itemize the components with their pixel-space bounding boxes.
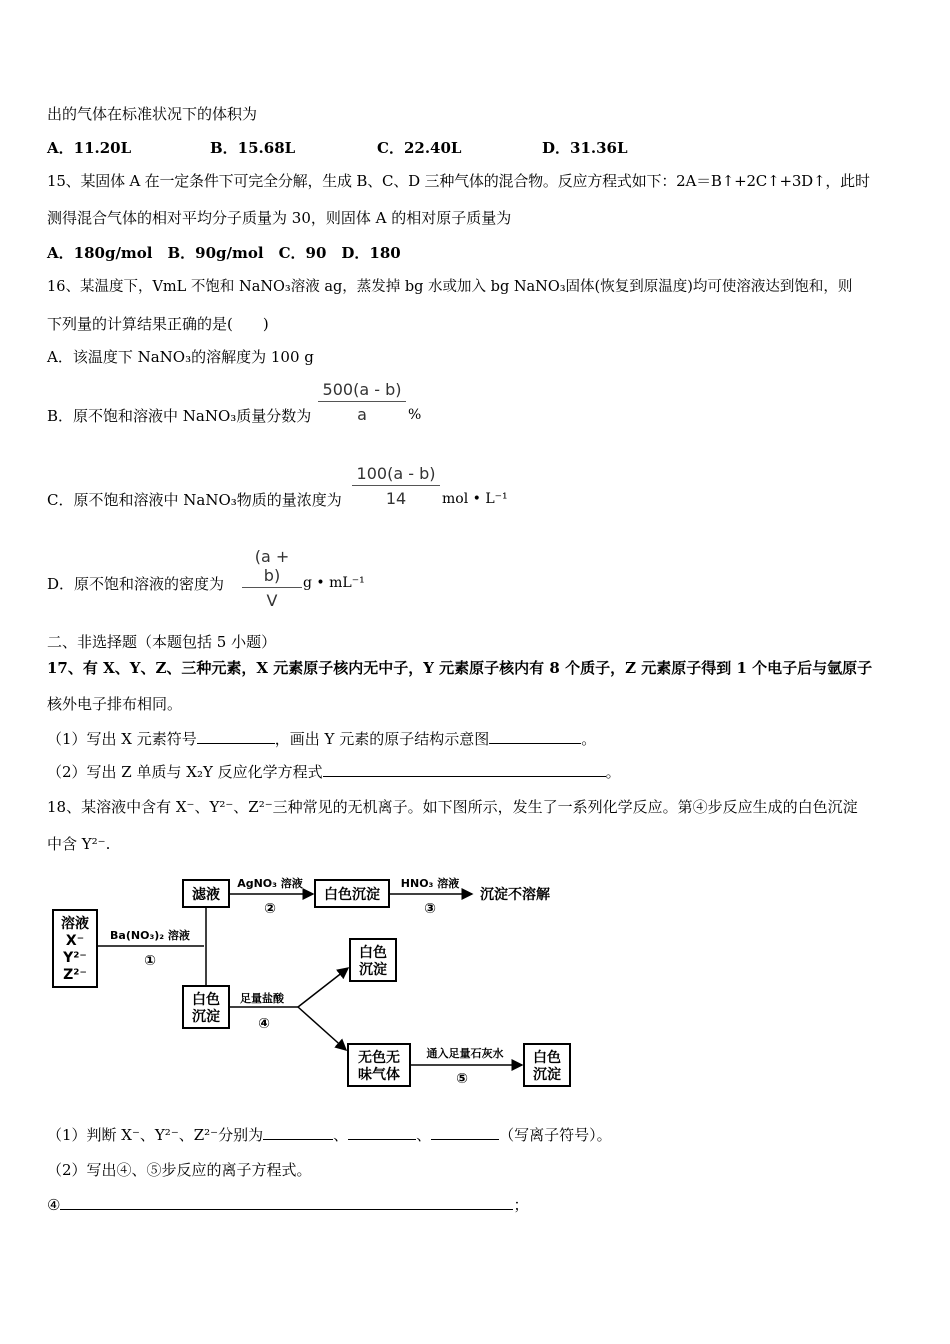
answer-blank[interactable] [348,1125,416,1140]
gas-line2: 味气体 [358,1067,400,1083]
separator: 、 [333,1126,349,1144]
q18-line1: 18、某溶液中含有 X⁻、Y²⁻、Z²⁻三种常见的无机离子。如下图所示，发生了一系列化学反应。第④步反应生成的白色沉淀 [47,798,858,816]
fraction-numerator: 100(a - b) [356,464,436,483]
ion-x-label: X⁻ [65,933,85,949]
separator: 、 [416,1126,432,1144]
q14-tail: 出的气体在标准状况下的体积为 [47,105,258,123]
q16-c-unit: mol • L⁻¹ [442,491,508,507]
q17-part1-text-a: （1）写出 X 元素符号 [47,730,197,748]
q16-d-fraction [242,547,302,610]
q18-part3 [47,1195,528,1215]
step5-reagent: 通入足量石灰水 [426,1047,504,1060]
white-precipitate-2-line2: 沉淀 [192,1009,220,1025]
q14-options [47,138,628,158]
q17-part2 [47,762,621,782]
q15-line2: 测得混合气体的相对平均分子质量为 30，则固体 A 的相对原子质量为 [47,209,512,227]
q14-option-b: B．15.68L [210,139,296,157]
section2-title: 二、非选择题（本题包括 5 小题） [47,633,277,651]
q18-part1 [47,1125,612,1145]
q15-line1: 15、某固体 A 在一定条件下可完全分解，生成 B、C、D 三种气体的混合物。反应方程式如下：2A＝B↑+2C↑+3D↑，此时 [47,172,870,190]
step1-number: ① [144,953,156,969]
filtrate-label: 滤液 [192,887,220,903]
q18-line2: 中含 Y²⁻. [47,835,111,853]
fraction-numerator: 500(a - b) [322,380,402,399]
step3-reagent: HNO₃ 溶液 [400,877,460,890]
q16-line1: 16、某温度下，VmL 不饱和 NaNO₃溶液 ag，蒸发掉 bg 水或加入 bg NaNO₃固体(恢复到原温度)均可使溶液达到饱和，则 [47,279,853,295]
step1-reagent: Ba(NO₃)₂ 溶液 [110,929,190,942]
answer-blank[interactable] [60,1195,513,1210]
q16-b-unit: % [408,407,422,423]
answer-blank[interactable] [263,1125,333,1140]
step2-reagent: AgNO₃ 溶液 [237,877,303,890]
answer-blank[interactable] [323,762,606,777]
q14-option-d: D．31.36L [542,139,628,157]
q14-option-c: C．22.40L [377,139,462,157]
q16-option-a: A．该温度下 NaNO₃的溶解度为 100 g [47,348,314,366]
q17-line1: 17、有 X、Y、Z、三种元素，X 元素原子核内无中子，Y 元素原子核内有 8 个质子，Z 元素原子得到 1 个电子后与氩原子 [47,659,873,677]
q15-options: A．180g/mol B．90g/mol C．90 D．180 [47,244,401,262]
step4-label: ④ [47,1196,61,1214]
q17-part1-end: 。 [581,730,597,748]
q16-c-fraction [352,464,440,508]
q17-part2-text: （2）写出 Z 单质与 X₂Y 反应化学方程式 [47,763,323,781]
fraction-denominator: 14 [385,489,407,508]
white-precipitate-2-line1: 白色 [192,992,220,1008]
step3-number: ③ [424,901,436,917]
q17-part1 [47,729,596,749]
fraction-numerator: (a + b) [254,547,290,585]
q18-part1-end: （写离子符号）。 [499,1126,612,1144]
ion-z-label: Z²⁻ [63,967,87,983]
q18-part2: （2）写出④、⑤步反应的离子方程式。 [47,1161,312,1179]
q17-part2-end: 。 [605,763,621,781]
ion-y-label: Y²⁻ [63,950,87,966]
q18-part1-text: （1）判断 X⁻、Y²⁻、Z²⁻分别为 [47,1126,264,1144]
answer-blank[interactable] [431,1125,499,1140]
step4-reagent: 足量盐酸 [240,992,284,1005]
answer-blank[interactable] [489,729,581,744]
reaction-flow-diagram [0,868,950,1098]
gas-line1: 无色无 [358,1050,400,1066]
answer-blank[interactable] [197,729,275,744]
q18-part3-end: ； [513,1196,529,1214]
q16-option-d: D．原不饱和溶液的密度为 [47,575,225,593]
fraction-denominator: a [357,405,367,424]
q16-option-b: B．原不饱和溶液中 NaNO₃质量分数为 [47,407,312,425]
q17-part1-text-b: ，画出 Y 元素的原子结构示意图 [274,730,490,748]
white-precipitate-4-line2: 沉淀 [533,1067,561,1083]
q16-d-unit: g • mL⁻¹ [303,575,365,591]
white-precipitate-3-line2: 沉淀 [359,962,387,978]
precipitate-insoluble-label: 沉淀不溶解 [480,887,550,903]
q16-line2: 下列量的计算结果正确的是( ) [47,315,269,333]
q17-line2: 核外电子排布相同。 [47,695,183,713]
white-precipitate-4-line1: 白色 [533,1050,561,1066]
step2-number: ② [264,901,276,917]
white-precipitate-label: 白色沉淀 [324,887,380,903]
step4-number: ④ [258,1016,270,1032]
fraction-denominator: V [266,591,278,610]
q14-option-a: A．11.20L [47,139,132,157]
q16-option-c: C．原不饱和溶液中 NaNO₃物质的量浓度为 [47,491,342,509]
white-precipitate-3-line1: 白色 [359,945,387,961]
solution-label: 溶液 [61,916,89,932]
q16-b-fraction [318,380,406,424]
step5-number: ⑤ [456,1071,468,1087]
